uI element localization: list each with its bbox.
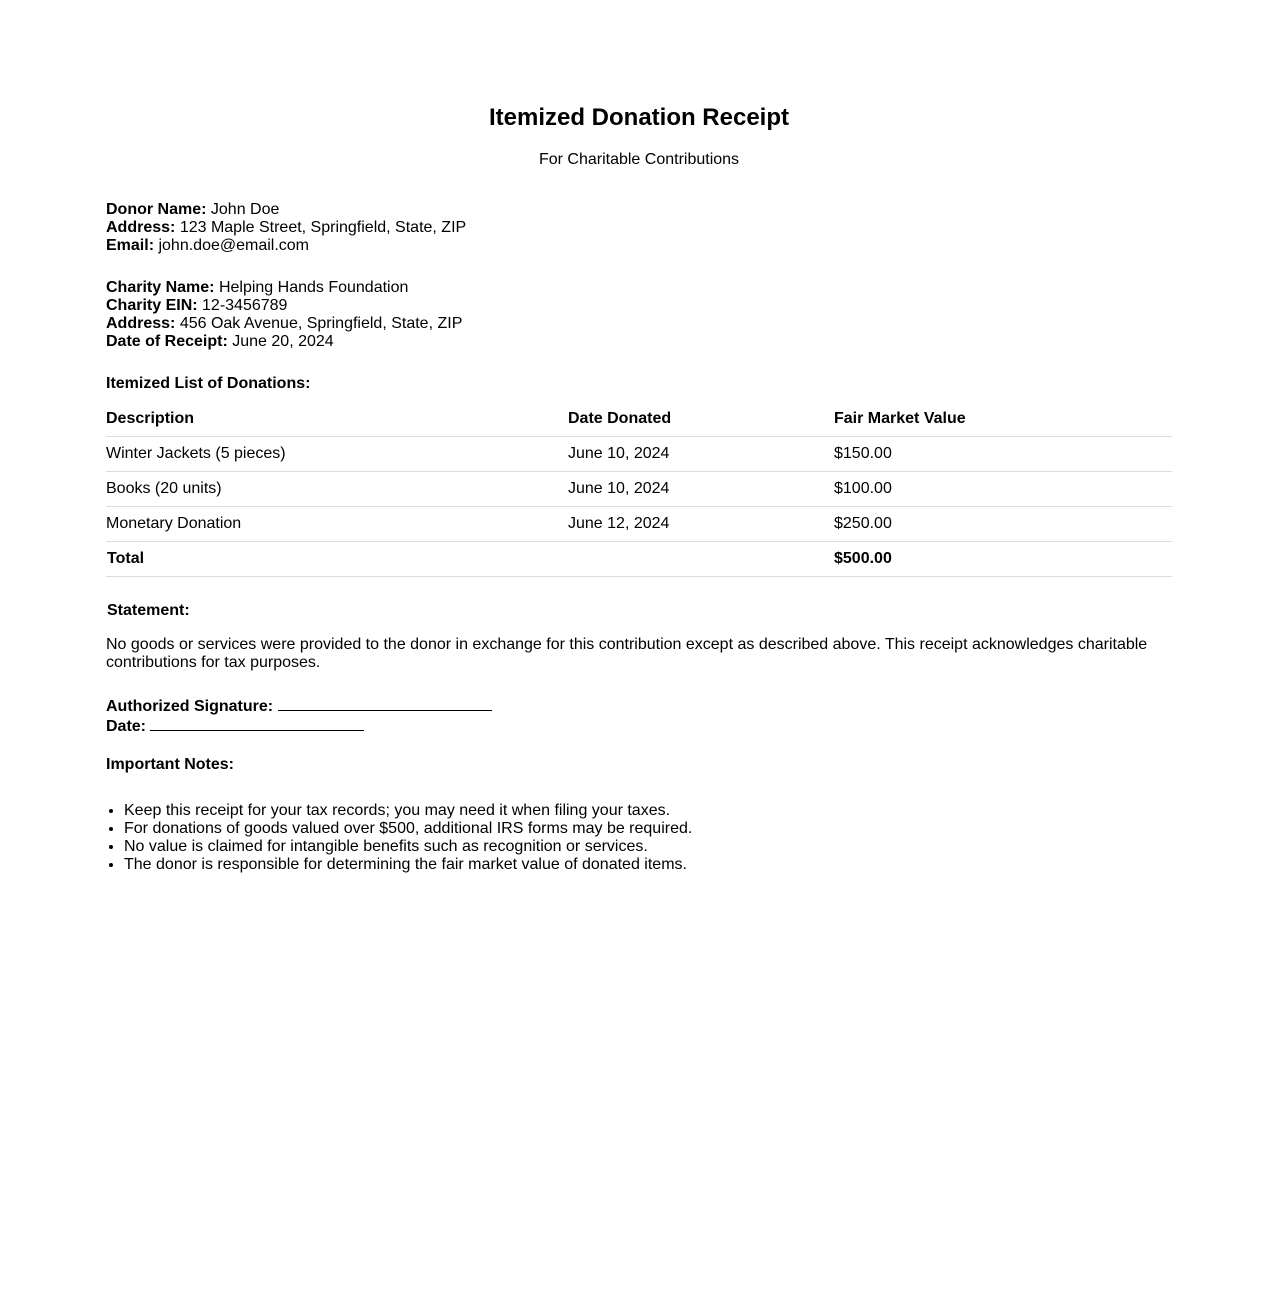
- signature-date-field[interactable]: [150, 716, 364, 731]
- charity-ein-line: [106, 297, 462, 315]
- column-header-value: Fair Market Value: [834, 402, 1172, 437]
- table-row: [106, 437, 1172, 472]
- list-item: • The donor is responsible for determining the fair market value of donated items.: [124, 856, 1190, 874]
- charity-address-line: [106, 315, 462, 333]
- cell-description: Books (20 units): [106, 472, 568, 507]
- donor-address-line: [106, 219, 466, 237]
- receipt-date-label: Date of Receipt:: [106, 333, 228, 350]
- donations-heading: Itemized List of Donations:: [106, 375, 311, 392]
- signature-line: [106, 696, 492, 716]
- charity-ein-label: Charity EIN:: [106, 297, 198, 314]
- receipt-date-line: [106, 333, 462, 351]
- cell-value: $100.00: [834, 472, 1172, 507]
- charity-name-value: Helping Hands Foundation: [218, 279, 409, 296]
- donor-name-label: Donor Name:: [106, 201, 207, 218]
- donor-info: [106, 201, 466, 255]
- donor-address-label: Address:: [106, 219, 176, 236]
- notes-heading: Important Notes:: [106, 756, 234, 773]
- table-header-row: [106, 402, 1172, 437]
- cell-date: June 12, 2024: [568, 507, 834, 542]
- notes-list: [106, 802, 1190, 874]
- list-item: • Keep this receipt for your tax records; you may need it when filing your taxes.: [124, 802, 1190, 820]
- receipt-subtitle: For Charitable Contributions: [538, 151, 740, 168]
- donor-email-value: john.doe@email.com: [158, 237, 310, 254]
- donations-table: [106, 402, 1172, 577]
- total-value: $500.00: [834, 542, 1172, 577]
- statement-heading: Statement:: [107, 602, 190, 619]
- cell-value: $150.00: [834, 437, 1172, 472]
- charity-name-label: Charity Name:: [106, 279, 215, 296]
- cell-date: June 10, 2024: [568, 437, 834, 472]
- donor-address-value: 123 Maple Street, Springfield, State, ZIP: [179, 219, 467, 236]
- cell-description: Winter Jackets (5 pieces): [106, 437, 568, 472]
- list-item: • No value is claimed for intangible benefits such as recognition or services.: [124, 838, 1190, 856]
- total-empty-cell: [568, 542, 834, 577]
- cell-value: $250.00: [834, 507, 1172, 542]
- list-item: • For donations of goods valued over $500, additional IRS forms may be required.: [124, 820, 1190, 838]
- charity-info: [106, 279, 462, 351]
- charity-name-line: [106, 279, 462, 297]
- table-row: [106, 507, 1172, 542]
- table-row: [106, 472, 1172, 507]
- charity-address-label: Address:: [106, 315, 176, 332]
- donor-name-line: [106, 201, 466, 219]
- column-header-description: Description: [106, 402, 568, 437]
- signature-label: Authorized Signature:: [106, 698, 274, 715]
- receipt-date-value: June 20, 2024: [232, 333, 334, 350]
- signature-date-line: [106, 716, 492, 736]
- statement-text: No goods or services were provided to the donor in exchange for this contribution except as described above. This receipt acknowledges charitable contributions for tax purposes.: [106, 636, 1148, 671]
- cell-description: Monetary Donation: [106, 507, 568, 542]
- cell-date: June 10, 2024: [568, 472, 834, 507]
- donor-email-label: Email:: [106, 237, 155, 254]
- signature-block: [106, 696, 492, 736]
- charity-address-value: 456 Oak Avenue, Springfield, State, ZIP: [179, 315, 463, 332]
- signature-date-label: Date:: [106, 718, 147, 735]
- charity-ein-value: 12-3456789: [202, 297, 288, 314]
- column-header-date: Date Donated: [568, 402, 834, 437]
- receipt-title: Itemized Donation Receipt: [488, 104, 790, 131]
- signature-field[interactable]: [278, 696, 492, 711]
- total-row: [106, 542, 1172, 577]
- donor-email-line: [106, 237, 466, 255]
- total-label: Total: [106, 542, 568, 577]
- donor-name-value: John Doe: [210, 201, 280, 218]
